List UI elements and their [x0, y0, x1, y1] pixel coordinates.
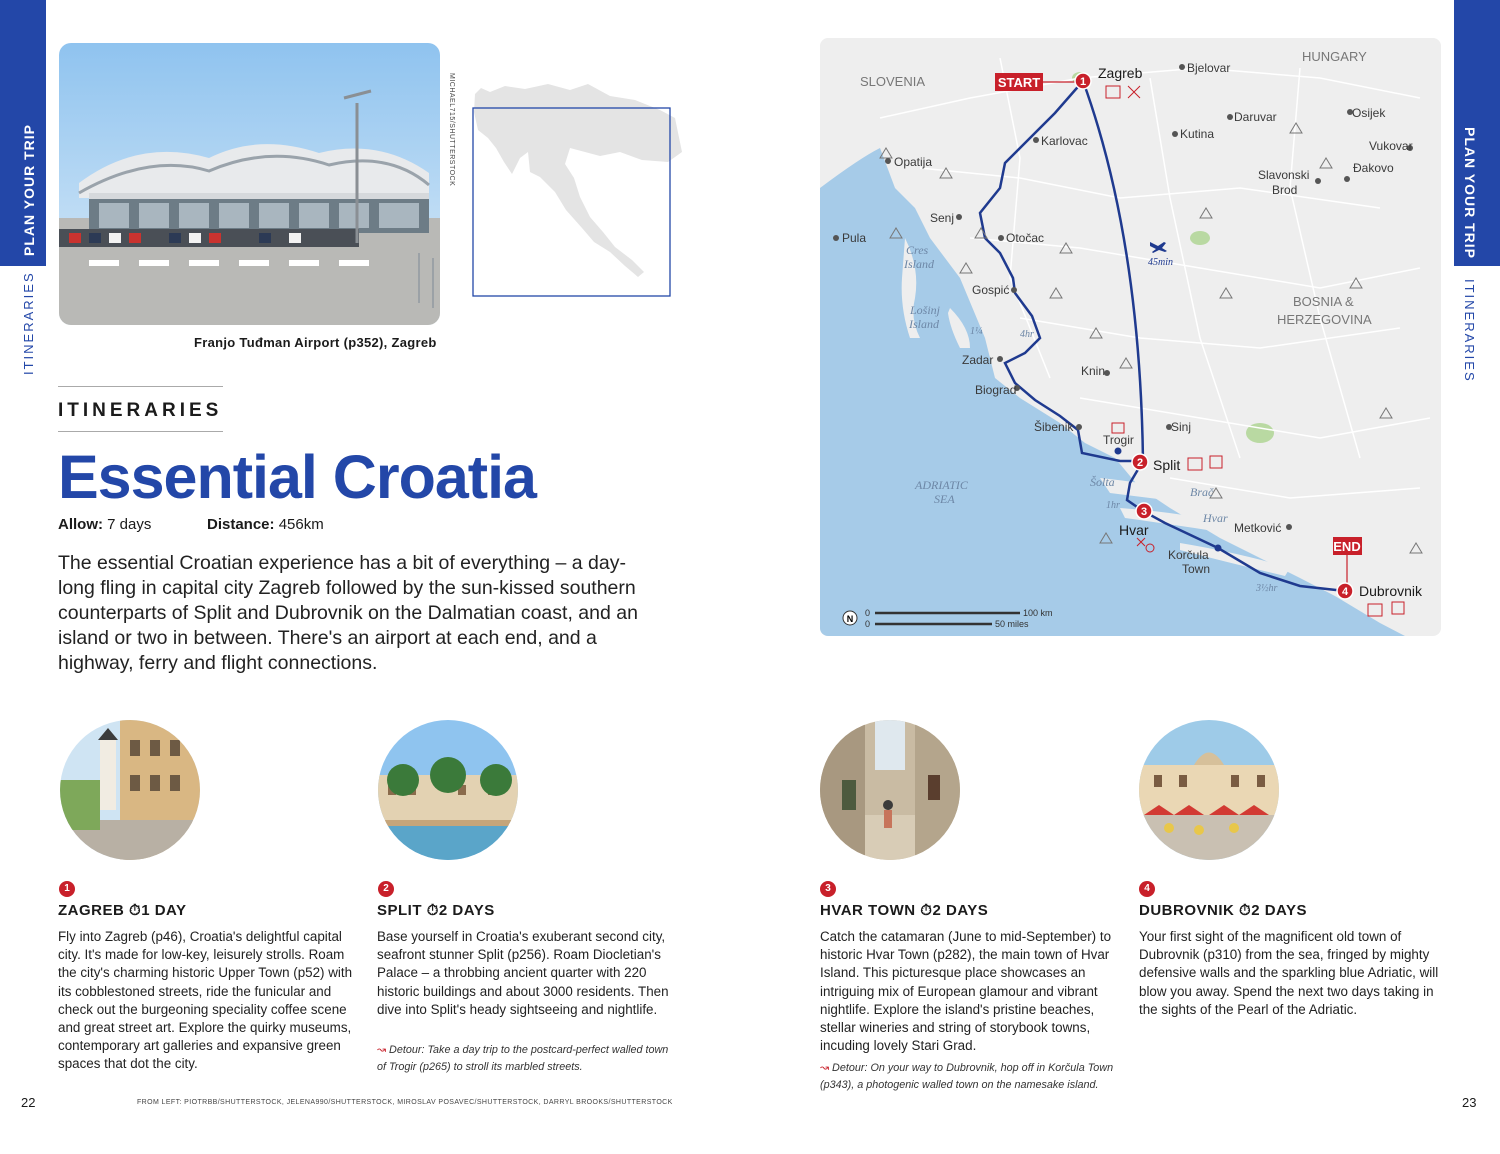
- kicker-rule-top: [58, 386, 223, 387]
- svg-text:HUNGARY: HUNGARY: [1302, 49, 1367, 64]
- locator-map: [470, 82, 686, 302]
- dubrovnik-photo: [1139, 720, 1279, 860]
- svg-text:Senj: Senj: [930, 211, 955, 225]
- stop-3-marker: 3: [820, 881, 836, 897]
- svg-text:Biograd: Biograd: [975, 383, 1017, 397]
- svg-text:100 km: 100 km: [1023, 608, 1053, 618]
- zagreb-photo: [60, 720, 200, 860]
- svg-text:Đakovo: Đakovo: [1353, 161, 1394, 175]
- page-number-left: 22: [21, 1095, 36, 1110]
- svg-text:SLOVENIA: SLOVENIA: [860, 74, 926, 89]
- right-tab-subtitle: ITINERARIES: [1462, 279, 1477, 383]
- photo-credit-vertical: MICHAEL715/SHUTTERSTOCK: [448, 73, 455, 187]
- svg-text:Kutina: Kutina: [1180, 127, 1215, 141]
- stop-1-marker: 1: [59, 881, 75, 897]
- svg-text:Metković: Metković: [1234, 521, 1282, 535]
- svg-text:Karlovac: Karlovac: [1041, 134, 1088, 148]
- svg-text:ADRIATIC: ADRIATIC: [915, 478, 968, 492]
- detour-icon: ↝: [377, 1044, 390, 1056]
- route-map: [820, 38, 1441, 636]
- svg-text:Sinj: Sinj: [1171, 420, 1192, 434]
- page-number-right: 23: [1462, 1095, 1477, 1110]
- stop-2-heading: SPLIT ⏱2 DAYS: [377, 902, 495, 919]
- svg-text:Brod: Brod: [1272, 183, 1298, 197]
- stop-2-detour: ↝ Detour: Take a day trip to the postcard-perfect walled town of Trogir (p265) to stroll its marbled streets.: [377, 1044, 669, 1073]
- stop-4-description: Your first sight of the magnificent old town of Dubrovnik (p310) from the sea, fringed by mighty defensive walls and the sparkling blue Adriatic, will blow you away. Spend the next two days taking in the sights of the Pearl of the Adriatic.: [1139, 929, 1439, 1017]
- svg-text:Hvar: Hvar: [1119, 522, 1149, 538]
- stop-2-description: Base yourself in Croatia's exuberant second city, seafront stunner Split (p256). Roam Diocletian's Palace – a throbbing ancient quarter with 220 historic buildings and about 3000 residents. Then dive into Split's heady sightseeing and nightlife.: [377, 929, 669, 1017]
- stop-4-marker: 4: [1139, 881, 1155, 897]
- svg-text:1¼: 1¼: [970, 326, 983, 337]
- detour-icon: ↝: [820, 1062, 833, 1074]
- svg-text:Lošinj: Lošinj: [910, 303, 941, 317]
- stop-3-detour: ↝ Detour: On your way to Dubrovnik, hop off in Korčula Town (p343), a photogenic walled town on the namesake island.: [820, 1062, 1114, 1091]
- svg-text:1hr: 1hr: [1106, 500, 1120, 511]
- svg-text:Dubrovnik: Dubrovnik: [1359, 583, 1423, 599]
- svg-text:Bjelovar: Bjelovar: [1187, 61, 1231, 75]
- svg-text:0: 0: [865, 619, 871, 629]
- svg-text:45min: 45min: [1148, 257, 1173, 268]
- svg-text:Zadar: Zadar: [962, 353, 994, 367]
- svg-text:Daruvar: Daruvar: [1234, 110, 1277, 124]
- left-tab-subtitle: ITINERARIES: [21, 271, 36, 375]
- svg-text:BOSNIA &: BOSNIA &: [1293, 294, 1354, 309]
- svg-text:Town: Town: [1182, 562, 1211, 576]
- stop-2-marker: 2: [378, 881, 394, 897]
- svg-text:Vukovar: Vukovar: [1369, 139, 1413, 153]
- svg-text:N: N: [846, 614, 854, 624]
- svg-text:3: 3: [1140, 506, 1148, 518]
- stop-3-heading: HVAR TOWN ⏱2 DAYS: [820, 902, 989, 919]
- svg-text:Split: Split: [1153, 457, 1181, 473]
- split-photo: [378, 720, 518, 860]
- distance-info: Distance: 456km: [207, 516, 324, 533]
- svg-text:4hr: 4hr: [1020, 329, 1034, 340]
- hvar-town-photo: [820, 720, 960, 860]
- svg-text:Slavonski: Slavonski: [1258, 168, 1310, 182]
- svg-text:4: 4: [1341, 586, 1349, 598]
- clock-icon: ⏱: [129, 902, 142, 919]
- stop-1-description: Fly into Zagreb (p46), Croatia's delightful capital city. It's made for low-key, leisurely strolls. Roam the city's charming historic Upper Town (p52) with its cobblestoned streets, ride the funicular and check out the burgeoning speciality coffee scene and great street art. Explore the quirky museums, contemporary art galleries and expansive green spaces that dot the city.: [58, 929, 353, 1072]
- clock-icon: ⏱: [920, 902, 933, 919]
- stop-4-heading: DUBROVNIK ⏱2 DAYS: [1139, 902, 1308, 919]
- svg-text:Otočac: Otočac: [1006, 231, 1045, 245]
- svg-text:Korčula: Korčula: [1168, 548, 1209, 562]
- svg-text:Island: Island: [909, 317, 939, 331]
- clock-icon: ⏱: [426, 902, 439, 919]
- svg-text:Cres: Cres: [906, 243, 929, 257]
- stop-1-heading: ZAGREB ⏱1 DAY: [58, 902, 187, 919]
- photo-caption: Franjo Tuđman Airport (p352), Zagreb: [194, 335, 437, 350]
- svg-text:Island: Island: [904, 257, 934, 271]
- allow-info: Allow: 7 days: [58, 516, 152, 533]
- svg-text:SEA: SEA: [934, 492, 955, 506]
- svg-text:Osijek: Osijek: [1352, 106, 1386, 120]
- page-title: Essential Croatia: [58, 443, 536, 511]
- svg-text:Hvar: Hvar: [1203, 511, 1228, 525]
- svg-text:START: START: [997, 75, 1041, 90]
- kicker-rule-bottom: [58, 431, 223, 432]
- intro-paragraph: The essential Croatian experience has a bit of everything – a day-long fling in capital city Zagreb followed by the sun-kissed southern counterparts of Split and Dubrovnik on the Dalmatian coast, and an island or two in between. There's an airport at each end, and a highway, ferry and flight connections.: [58, 552, 638, 674]
- svg-text:Šibenik: Šibenik: [1034, 420, 1074, 434]
- svg-text:Gospić: Gospić: [972, 283, 1010, 297]
- left-tab-title: PLAN YOUR TRIP: [21, 124, 37, 256]
- right-tab-title: PLAN YOUR TRIP: [1462, 127, 1478, 259]
- svg-text:Opatija: Opatija: [894, 155, 933, 169]
- photo-credits: FROM LEFT: PIOTRBB/SHUTTERSTOCK, JELENA990/SHUTTERSTOCK, MIROSLAV POSAVEC/SHUTTERSTOCK, DARRYL BROOKS/SHUTTERSTOCK: [137, 1099, 673, 1106]
- svg-text:1: 1: [1079, 76, 1087, 88]
- svg-text:0: 0: [865, 608, 871, 618]
- svg-text:Brač: Brač: [1190, 485, 1214, 499]
- clock-icon: ⏱: [1239, 902, 1252, 919]
- svg-text:3½hr: 3½hr: [1256, 583, 1278, 594]
- svg-text:HERZEGOVINA: HERZEGOVINA: [1277, 312, 1372, 327]
- svg-text:2: 2: [1136, 457, 1144, 469]
- svg-text:Knin: Knin: [1081, 364, 1106, 378]
- svg-text:Trogir: Trogir: [1103, 433, 1134, 447]
- svg-text:Pula: Pula: [842, 231, 867, 245]
- svg-text:50 miles: 50 miles: [995, 619, 1029, 629]
- svg-text:Šolta: Šolta: [1090, 475, 1115, 489]
- airport-photo: [59, 43, 440, 325]
- svg-text:END: END: [1333, 539, 1361, 554]
- stop-3-description: Catch the catamaran (June to mid-September) to historic Hvar Town (p282), the main town of Hvar Island. This picturesque place showcases an intriguing mix of European glamour and vibrant nightlife. Explore the island's pristine beaches, stellar wineries and string of storybook towns, incuding lovely Stari Grad.: [820, 929, 1112, 1054]
- section-kicker: ITINERARIES: [58, 400, 223, 421]
- svg-text:Zagreb: Zagreb: [1098, 65, 1143, 81]
